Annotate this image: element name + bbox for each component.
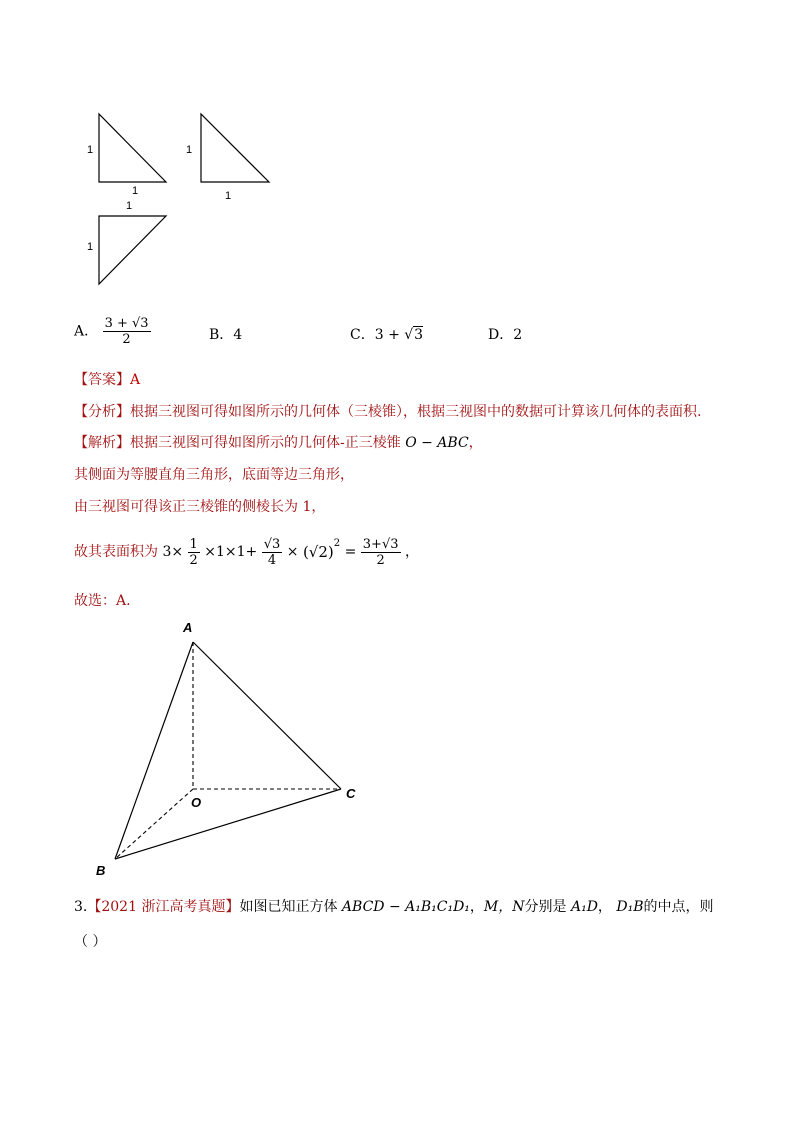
solution-line-4-prefix: 故其表面积为 [74,544,158,560]
pyramid-diagram [90,615,380,885]
front-view-triangle [99,114,166,182]
option-a-label: A． [74,323,99,340]
analysis-line [74,402,701,422]
solution-line-2: 其侧面为等腰直角三角形，底面等边三角形， [74,467,354,483]
answer-tag: 【答案】 [74,372,130,388]
math-part-f: = [344,544,361,560]
question-3-cube: ABCD − A₁B₁C₁D₁ [341,899,470,915]
vertex-B-label: B [96,863,106,878]
solution-line-1-text: 根据三视图可得如图所示的几何体-正三棱锥 [130,435,401,451]
option-c-label: C．3 + [350,327,405,343]
three-view-diagram [80,105,280,290]
side-view-height-label: 1 [186,144,193,156]
solution-line-1-math: O − ABC [405,435,469,451]
question-3-source-tag: 【2021 浙江高考真题】 [87,899,240,915]
option-a-numerator: 3 + √3 [104,316,149,331]
math-fraction-2 [262,537,283,568]
top-view-width-label: 1 [126,200,133,212]
vertex-C-label: C [346,786,356,801]
question-3-text-2: 分别是 [524,899,567,915]
question-3-line [74,897,714,917]
math-fraction-2-den: 4 [267,552,277,568]
option-b: B．4 [209,327,243,343]
math-part-d: (√2) [302,543,334,561]
top-view-triangle [99,216,166,284]
answer-value: A [130,372,141,388]
analysis-text: 根据三视图可得如图所示的几何体（三棱锥），根据三视图中的数据可计算该几何体的表面积. [130,404,702,420]
option-a-fraction [103,316,151,347]
vertex-A-label: A [183,620,193,635]
option-d: D．2 [488,327,523,343]
solution-line-4 [74,534,419,568]
edge-BC [115,789,341,859]
math-fraction-3-num: 3+√3 [362,536,399,552]
solution-line-1-end: ， [468,435,483,451]
question-3-text: 如图已知正方体 [239,899,338,915]
edge-AB [115,642,193,859]
math-fraction-2-num: √3 [263,536,281,552]
math-part-b: ×1×1+ [204,544,258,560]
answer-line [74,370,140,390]
math-end: ， [404,544,419,560]
option-c: C．3 + √3 [350,327,424,343]
solution-line-5: 故选：A. [74,593,131,609]
option-a [74,316,151,347]
question-3-sep: ， [469,899,484,915]
math-fraction-1 [188,537,200,568]
math-part-c: × [286,544,299,560]
side-view-base-label: 1 [225,190,232,202]
question-3-answer-blank: （ ） [74,934,107,950]
math-fraction-3-den: 2 [376,552,385,568]
option-a-denominator: 2 [122,332,131,347]
front-view-base-label: 1 [132,185,139,197]
math-fraction-1-num: 1 [189,536,198,552]
math-fraction-1-den: 2 [189,552,198,568]
vertex-O-label: O [191,795,202,810]
question-3-sep-2: ， [597,899,612,915]
question-3-text-3: 的中点，则 [643,899,714,915]
question-3-segment-1: A₁D [570,899,598,915]
option-c-root: 3 [414,327,424,343]
math-exponent: 2 [333,538,341,549]
question-3-segment-2: D₁B [616,899,644,915]
edge-AC [193,642,341,789]
solution-tag: 【解析】 [74,435,130,451]
top-view-height-label: 1 [87,241,94,253]
front-view-height-label: 1 [87,144,94,156]
math-part-a: 3× [162,544,184,560]
solution-line-1 [74,433,483,453]
edge-OB [115,789,193,859]
question-3-points: M，N [483,899,525,915]
question-3-number: 3. [74,899,88,915]
analysis-tag: 【分析】 [74,404,130,420]
solution-line-3: 由三视图可得该正三棱锥的侧棱长为 1， [74,499,326,515]
math-fraction-3 [361,537,401,568]
side-view-triangle [201,114,269,182]
